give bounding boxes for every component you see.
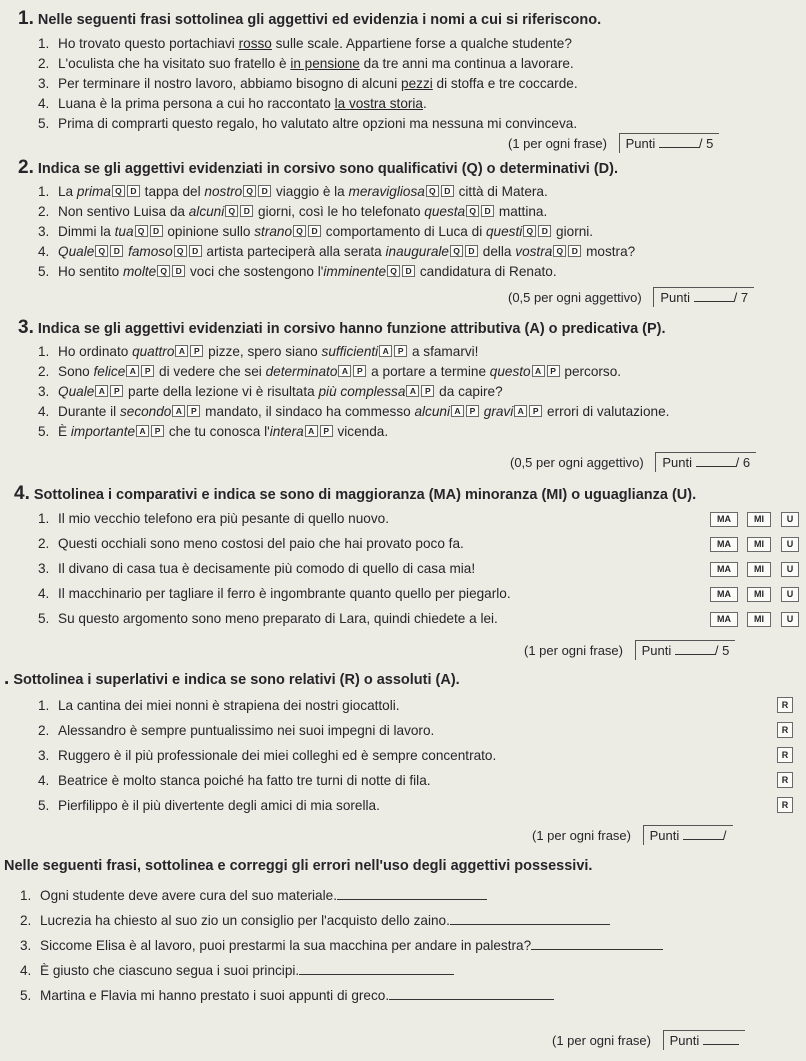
u-option[interactable]: U	[781, 537, 799, 552]
ma-option[interactable]: MA	[710, 562, 738, 577]
item-number: 3.	[38, 76, 50, 91]
sentence-text: Il divano di casa tua è decisamente più comodo di quello di casa mia!	[58, 561, 476, 576]
italic-adjective: alcuni	[188, 204, 225, 219]
sentence-text: della	[479, 244, 516, 259]
d-box[interactable]: D	[481, 205, 494, 217]
u-option[interactable]: U	[781, 612, 799, 627]
exercise-instruction: Nelle seguenti frasi, sottolinea e correggi gli errori nell'uso degli aggettivi possessivi.	[4, 858, 593, 874]
p-box[interactable]: P	[190, 345, 203, 357]
sentence-text: Sono	[58, 364, 94, 379]
sentence-text: L'oculista che ha visitato suo fratello è	[58, 56, 291, 71]
q-box[interactable]: Q	[157, 265, 170, 277]
d-box[interactable]: D	[240, 205, 253, 217]
exercise-number: 2.	[18, 157, 34, 178]
sentence-text: da tre anni ma continua a lavorare.	[359, 56, 574, 71]
italic-adjective: secondo	[119, 404, 172, 419]
italic-adjective: felice	[93, 364, 126, 379]
q-box[interactable]: Q	[112, 185, 125, 197]
item-number: 1.	[38, 344, 50, 359]
sentence-text: a portare a termine	[367, 364, 490, 379]
italic-adjective: nostro	[204, 184, 243, 199]
item-number: 5.	[38, 116, 50, 131]
score-total: / 7	[733, 290, 749, 305]
sentence-text: mattina.	[495, 204, 548, 219]
sentence-text: Il mio vecchio telefono era più pesante di quello nuovo.	[58, 511, 389, 526]
sentence-text: tappa del	[140, 184, 205, 199]
q-box[interactable]: Q	[95, 245, 108, 257]
r-option[interactable]: R	[777, 772, 793, 788]
sentence-text: La cantina dei miei nonni è strapiena dei nostri giocattoli.	[58, 698, 400, 713]
ex1-sentence-5	[38, 115, 577, 133]
score-box[interactable]	[653, 287, 754, 307]
sentence-text: da capire?	[435, 384, 503, 399]
italic-adjective: più complessa	[318, 384, 406, 399]
sentence-text: mostra?	[582, 244, 636, 259]
sentence-text: viaggio è la	[272, 184, 349, 199]
exercise-5-title	[4, 668, 460, 690]
ex5-sentence-5	[38, 797, 380, 815]
p-box[interactable]: P	[187, 405, 200, 417]
ex3-sentence-3	[38, 383, 503, 401]
item-number: 3.	[38, 384, 50, 399]
q-box[interactable]: Q	[466, 205, 479, 217]
ex3-sentence-4	[38, 403, 669, 421]
answer-line[interactable]	[389, 999, 554, 1000]
score-box[interactable]	[635, 640, 736, 660]
a-box[interactable]: A	[406, 385, 419, 397]
d-box[interactable]: D	[441, 185, 454, 197]
sentence-text: Dimmi la	[58, 224, 115, 239]
sentence-text: Il macchinario per tagliare il ferro è ingombrante quanto quello per piegarlo.	[58, 586, 511, 601]
exercise-number: 3.	[18, 317, 34, 338]
u-option[interactable]: U	[781, 587, 799, 602]
ex4-sentence-3	[38, 560, 475, 578]
ex2-sentence-2	[38, 203, 547, 221]
a-box[interactable]: A	[338, 365, 351, 377]
exercise-instruction: Indica se gli aggettivi evidenziati in corsivo hanno funzione attributiva (A) o predicativa (P).	[37, 321, 666, 337]
sentence-text: mandato, il sindaco ha commesso	[201, 404, 415, 419]
d-box[interactable]: D	[110, 245, 123, 257]
p-box[interactable]: P	[353, 365, 366, 377]
italic-adjective: determinato	[265, 364, 338, 379]
sentence-text: .	[423, 96, 427, 111]
sentence-text: Ho ordinato	[58, 344, 133, 359]
score-box[interactable]	[663, 1030, 745, 1050]
a-box[interactable]: A	[136, 425, 149, 437]
italic-adjective: importante	[70, 424, 136, 439]
italic-adjective: imminente	[323, 264, 387, 279]
italic-adjective: famoso	[128, 244, 173, 259]
sentence-text: di stoffa e tre coccarde.	[432, 76, 578, 91]
sentence-text: Per terminare il nostro lavoro, abbiamo bisogno di alcuni	[58, 76, 402, 91]
italic-adjective: questi	[486, 224, 523, 239]
sentence-text: pizze, spero siano	[204, 344, 322, 359]
points-note: (0,5 per ogni aggettivo)	[510, 455, 644, 470]
sentence-text: È	[58, 424, 71, 439]
answer-line[interactable]	[299, 974, 454, 975]
score-total: / 5	[714, 643, 730, 658]
ex4-sentence-5	[38, 610, 498, 628]
a-box[interactable]: A	[126, 365, 139, 377]
item-number: 1.	[38, 511, 50, 526]
sentence-text: candidatura di Renato.	[416, 264, 557, 279]
d-box[interactable]: D	[150, 225, 163, 237]
ex4-sentence-2	[38, 535, 464, 553]
score-label: Punti	[669, 1033, 700, 1048]
sentence-text: Ho sentito	[58, 264, 123, 279]
sentence-text: Ho trovato questo portachiavi	[58, 36, 239, 51]
u-option[interactable]: U	[781, 562, 799, 577]
mi-option[interactable]: MI	[747, 612, 771, 627]
a-box[interactable]: A	[532, 365, 545, 377]
sentence-text: La	[58, 184, 77, 199]
item-number: 5.	[38, 264, 50, 279]
score-blank[interactable]	[696, 466, 736, 467]
item-number: 1.	[38, 698, 50, 713]
ex6-sentence-2	[20, 912, 610, 930]
italic-adjective: prima	[76, 184, 111, 199]
item-number: 2.	[38, 204, 50, 219]
p-box[interactable]: P	[320, 425, 333, 437]
score-box[interactable]	[655, 452, 756, 472]
q-box[interactable]: Q	[135, 225, 148, 237]
r-option[interactable]: R	[777, 697, 793, 713]
exercise-2-title	[18, 157, 618, 179]
ex1-sentence-4	[38, 95, 427, 113]
points-note: (1 per ogni frase)	[532, 828, 631, 843]
p-box[interactable]: P	[466, 405, 479, 417]
exercise-1-title	[18, 8, 601, 30]
score-label: Punti	[662, 455, 692, 470]
item-number: 4.	[38, 244, 50, 259]
mi-option[interactable]: MI	[747, 512, 771, 527]
score-label: Punti	[660, 290, 690, 305]
italic-adjective: strano	[254, 224, 293, 239]
exercise-instruction: Sottolinea i comparativi e indica se sono di maggioranza (MA) minoranza (MI) o uguaglianza (U).	[33, 487, 697, 503]
italic-adjective: sufficienti	[321, 344, 379, 359]
ex6-sentence-3	[20, 937, 663, 955]
item-number: 2.	[20, 913, 32, 928]
sentence-text: Lucrezia ha chiesto al suo zio un consiglio per l'acquisto dello zaino.	[40, 913, 450, 928]
sentence-text: Questi occhiali sono meno costosi del paio che hai provato poco fa.	[58, 536, 464, 551]
points-note: (1 per ogni frase)	[552, 1033, 651, 1048]
score-total: /	[722, 828, 727, 843]
sentence-text: Martina e Flavia mi hanno prestato i suoi appunti di greco.	[40, 988, 390, 1003]
sentence-text: artista parteciperà alla serata	[202, 244, 386, 259]
underlined-word: rosso	[238, 36, 272, 51]
sentence-text: sulle scale. Appartiene forse a qualche studente?	[271, 36, 572, 51]
ex6-sentence-1	[20, 887, 487, 905]
q-box[interactable]: Q	[553, 245, 566, 257]
sentence-text: giorni, così le ho telefonato	[254, 204, 425, 219]
d-box[interactable]: D	[402, 265, 415, 277]
sentence-text: che tu conosca l'	[165, 424, 270, 439]
q-box[interactable]: Q	[450, 245, 463, 257]
sentence-text: Ruggero è il più professionale dei miei colleghi ed è sempre concentrato.	[58, 748, 497, 763]
sentence-text: percorso.	[560, 364, 622, 379]
ex2-sentence-5	[38, 263, 557, 281]
score-blank[interactable]	[675, 654, 715, 655]
q-box[interactable]: Q	[426, 185, 439, 197]
r-option[interactable]: R	[777, 722, 793, 738]
exercise-number: 1.	[18, 8, 34, 29]
points-note: (1 per ogni frase)	[508, 136, 607, 151]
exercise-3-title	[18, 317, 666, 339]
item-number: 2.	[38, 56, 50, 71]
item-number: 2.	[38, 536, 50, 551]
mi-option[interactable]: MI	[747, 587, 771, 602]
ex2-sentence-1	[38, 183, 548, 201]
answer-line[interactable]	[531, 949, 663, 950]
exercise-6-title	[4, 858, 592, 874]
ex3-sentence-2	[38, 363, 621, 381]
a-box[interactable]: A	[95, 385, 108, 397]
exercise-4-title	[14, 483, 696, 505]
ex1-points	[508, 133, 719, 153]
italic-adjective: Quale	[58, 384, 95, 399]
a-box[interactable]: A	[514, 405, 527, 417]
q-box[interactable]: Q	[387, 265, 400, 277]
underlined-word: pezzi	[401, 76, 433, 91]
sentence-text: di vedere che sei	[155, 364, 266, 379]
p-box[interactable]: P	[421, 385, 434, 397]
p-box[interactable]: P	[151, 425, 164, 437]
d-box[interactable]: D	[189, 245, 202, 257]
r-option[interactable]: R	[777, 797, 793, 813]
item-number: 4.	[38, 586, 50, 601]
q-box[interactable]: Q	[174, 245, 187, 257]
ma-option[interactable]: MA	[710, 612, 738, 627]
score-blank[interactable]	[683, 839, 723, 840]
score-label: Punti	[625, 136, 656, 151]
italic-adjective: inaugurale	[385, 244, 449, 259]
mi-option[interactable]: MI	[747, 562, 771, 577]
score-box[interactable]	[619, 133, 720, 153]
sentence-text: errori di valutazione.	[543, 404, 670, 419]
score-blank[interactable]	[694, 301, 734, 302]
sentence-text: Su questo argomento sono meno preparato di Lara, quindi chiedete a lei.	[58, 611, 498, 626]
item-number: 1.	[38, 36, 50, 51]
item-number: 3.	[38, 748, 50, 763]
italic-adjective: meravigliosa	[348, 184, 425, 199]
ex2-sentence-3	[38, 223, 593, 241]
italic-adjective: questo	[489, 364, 531, 379]
item-number: 3.	[38, 224, 50, 239]
italic-adjective: Quale	[58, 244, 95, 259]
a-box[interactable]: A	[175, 345, 188, 357]
item-number: 4.	[38, 404, 50, 419]
ex5-points	[532, 825, 733, 845]
italic-adjective: vostra	[515, 244, 553, 259]
ex5-sentence-1	[38, 697, 400, 715]
sentence-text: a sfamarvi!	[408, 344, 479, 359]
sentence-text: città di Matera.	[454, 184, 548, 199]
score-box[interactable]	[643, 825, 733, 845]
item-number: 4.	[38, 773, 50, 788]
item-number: 5.	[38, 424, 50, 439]
d-box[interactable]: D	[465, 245, 478, 257]
ex5-sentence-2	[38, 722, 434, 740]
score-total: / 6	[735, 455, 751, 470]
score-blank[interactable]	[659, 147, 699, 148]
d-box[interactable]: D	[127, 185, 140, 197]
underlined-word: in pensione	[290, 56, 360, 71]
ex6-sentence-5	[20, 987, 554, 1005]
ex3-points	[510, 452, 756, 472]
points-note: (0,5 per ogni aggettivo)	[508, 290, 642, 305]
ma-option[interactable]: MA	[710, 537, 738, 552]
points-note: (1 per ogni frase)	[524, 643, 623, 658]
item-number: 2.	[38, 364, 50, 379]
p-box[interactable]: P	[141, 365, 154, 377]
italic-adjective: tua	[114, 224, 134, 239]
p-box[interactable]: P	[529, 405, 542, 417]
score-label: Punti	[641, 643, 672, 658]
item-number: 1.	[20, 888, 32, 903]
item-number: 5.	[38, 611, 50, 626]
a-box[interactable]: A	[305, 425, 318, 437]
p-box[interactable]: P	[547, 365, 560, 377]
sentence-text: Luana è la prima persona a cui ho raccontato	[58, 96, 335, 111]
sentence-text: Prima di comprarti questo regalo, ho valutato altre opzioni ma nessuna mi convinceva.	[58, 116, 578, 131]
sentence-text: Alessandro è sempre puntualissimo nei suoi impegni di lavoro.	[58, 723, 435, 738]
a-box[interactable]: A	[379, 345, 392, 357]
italic-adjective: questa	[424, 204, 466, 219]
sentence-text: Durante il	[58, 404, 120, 419]
score-blank[interactable]	[703, 1044, 739, 1045]
a-box[interactable]: A	[172, 405, 185, 417]
exercise-number: .	[4, 668, 10, 689]
ex4-sentence-4	[38, 585, 511, 603]
ex6-sentence-4	[20, 962, 454, 980]
sentence-text: voci che sostengono l'	[186, 264, 324, 279]
item-number: 4.	[38, 96, 50, 111]
sentence-text: Non sentivo Luisa da	[58, 204, 189, 219]
underlined-word: la vostra storia	[334, 96, 423, 111]
exercise-instruction: Sottolinea i superlativi e indica se sono relativi (R) o assoluti (A).	[13, 672, 460, 688]
item-number: 5.	[38, 798, 50, 813]
item-number: 3.	[20, 938, 32, 953]
ex4-points	[524, 640, 735, 660]
ex5-sentence-3	[38, 747, 496, 765]
sentence-text: Beatrice è molto stanca poiché ha fatto tre turni di notte di fila.	[58, 773, 431, 788]
item-number: 5.	[20, 988, 32, 1003]
q-box[interactable]: Q	[243, 185, 256, 197]
exercise-instruction: Indica se gli aggettivi evidenziati in corsivo sono qualificativi (Q) o determinativi (D).	[37, 161, 619, 177]
a-box[interactable]: A	[451, 405, 464, 417]
item-number: 1.	[38, 184, 50, 199]
ma-option[interactable]: MA	[710, 587, 738, 602]
score-label: Punti	[649, 828, 680, 843]
italic-adjective: alcuni	[414, 404, 450, 419]
ex1-sentence-1	[38, 35, 572, 53]
answer-line[interactable]	[337, 899, 487, 900]
sentence-text: giorni.	[552, 224, 594, 239]
ex2-points	[508, 287, 754, 307]
sentence-text: parte della lezione vi è risultata	[124, 384, 319, 399]
sentence-text: opinione sullo	[163, 224, 255, 239]
ex4-sentence-1	[38, 510, 389, 528]
sentence-text: vicenda.	[333, 424, 389, 439]
q-box[interactable]: Q	[293, 225, 306, 237]
sentence-text: comportamento di Luca di	[322, 224, 486, 239]
italic-adjective: quattro	[132, 344, 175, 359]
r-option[interactable]: R	[777, 747, 793, 763]
p-box[interactable]: P	[394, 345, 407, 357]
exercise-number: 4.	[14, 483, 30, 504]
ex5-sentence-4	[38, 772, 431, 790]
answer-line[interactable]	[450, 924, 610, 925]
d-box[interactable]: D	[258, 185, 271, 197]
sentence-text: Ogni studente deve avere cura del suo materiale.	[40, 888, 337, 903]
d-box[interactable]: D	[538, 225, 551, 237]
d-box[interactable]: D	[308, 225, 321, 237]
ex3-sentence-5	[38, 423, 388, 441]
ex3-sentence-1	[38, 343, 478, 361]
score-total: / 5	[698, 136, 714, 151]
exercise-instruction: Nelle seguenti frasi sottolinea gli aggettivi ed evidenzia i nomi a cui si riferiscono.	[37, 12, 602, 28]
ex1-sentence-3	[38, 75, 578, 93]
u-option[interactable]: U	[781, 512, 799, 527]
d-box[interactable]: D	[172, 265, 185, 277]
ex1-sentence-2	[38, 55, 574, 73]
italic-adjective: gravi	[483, 404, 514, 419]
sentence-text: È giusto che ciascuno segua i suoi principi.	[40, 963, 300, 978]
item-number: 4.	[20, 963, 32, 978]
sentence-text: Siccome Elisa è al lavoro, puoi prestarmi la sua macchina per andare in palestra?	[40, 938, 532, 953]
item-number: 3.	[38, 561, 50, 576]
mi-option[interactable]: MI	[747, 537, 771, 552]
italic-adjective: intera	[269, 424, 304, 439]
sentence-text: Pierfilippo è il più divertente degli amici di mia sorella.	[58, 798, 380, 813]
p-box[interactable]: P	[110, 385, 123, 397]
q-box[interactable]: Q	[225, 205, 238, 217]
ex6-points	[552, 1030, 745, 1050]
d-box[interactable]: D	[568, 245, 581, 257]
ma-option[interactable]: MA	[710, 512, 738, 527]
item-number: 2.	[38, 723, 50, 738]
italic-adjective: molte	[122, 264, 157, 279]
ex2-sentence-4	[38, 243, 635, 261]
q-box[interactable]: Q	[523, 225, 536, 237]
